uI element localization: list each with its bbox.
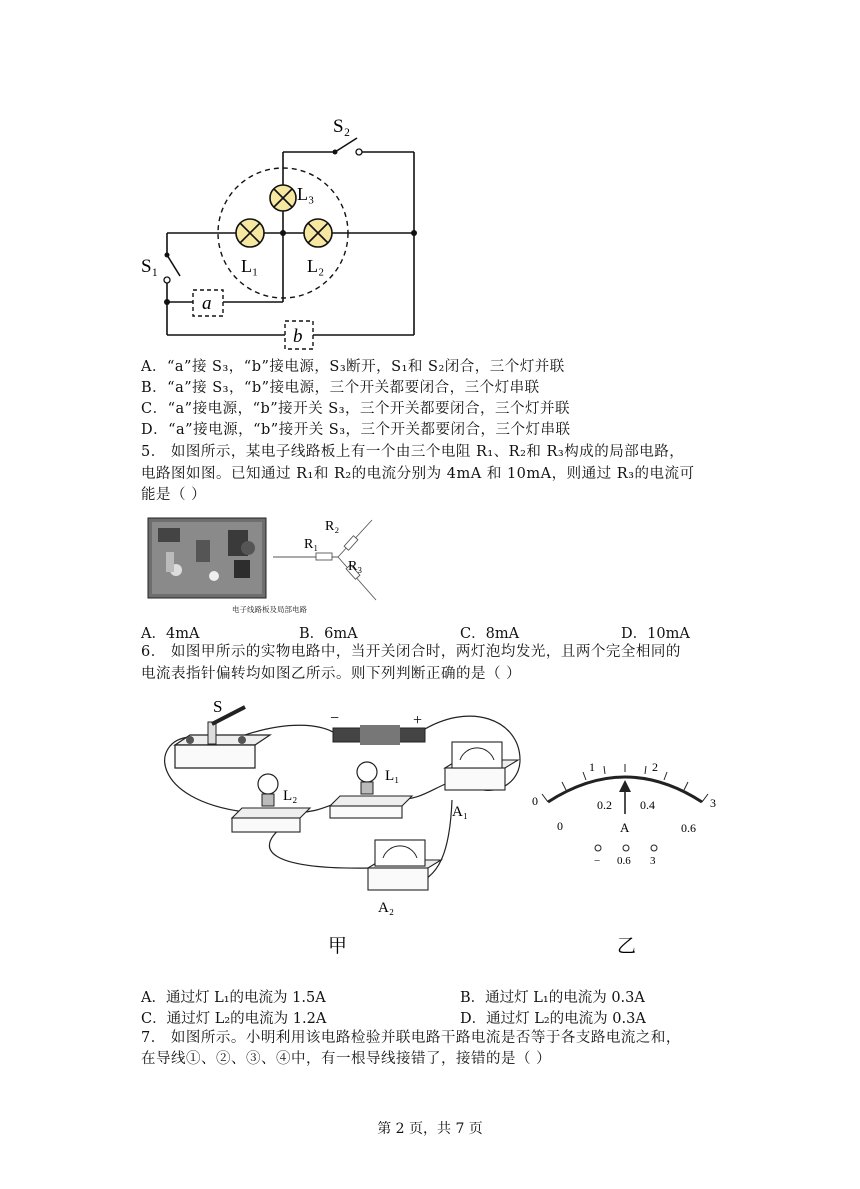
battery-minus-label: −: [330, 710, 340, 727]
dial-big-3: 3: [710, 796, 716, 810]
battery-plus-label: +: [413, 712, 423, 729]
q5-option-a: A．4mA: [141, 626, 200, 642]
l2-label: L₂: [307, 256, 325, 276]
q5-stem-line-2: 电路图如图。已知通过 R₁和 R₂的电流分别为 4mA 和 10mA，则通过 R₃的电流可: [141, 466, 695, 482]
l2-label: L₂: [283, 788, 298, 804]
q6-option-c: C．通过灯 L₂的电流为 1.2A: [141, 1011, 327, 1027]
terminal-06: 0.6: [617, 855, 631, 867]
switch-s: [175, 697, 270, 768]
page-footer: 第 2 页，共 7 页: [377, 1121, 483, 1137]
q5-option-d: D．10mA: [621, 626, 690, 642]
q4-option-d: D．“a”接电源，“b”接开关 S₃，三个开关都要闭合，三个灯串联: [141, 422, 571, 438]
l1-label: L₁: [241, 256, 259, 276]
q6-physical-circuit-figure: [145, 690, 745, 970]
ammeter-a1: [445, 742, 518, 820]
ammeter-dial: [532, 760, 716, 867]
r1-label: R₁: [304, 537, 319, 552]
dial-small-06: 0.6: [681, 821, 696, 835]
q6-option-d: D．通过灯 L₂的电流为 0.3A: [460, 1011, 646, 1027]
q6-option-a: A．通过灯 L₁的电流为 1.5A: [141, 990, 326, 1006]
dial-small-0: 0: [557, 819, 563, 833]
q6-stem-line-1: 6． 如图甲所示的实物电路中，当开关闭合时，两灯泡均发光，且两个完全相同的: [141, 644, 681, 660]
q4-circuit-diagram: [130, 105, 430, 355]
q4-option-c: C．“a”接电源，“b”接开关 S₃，三个开关都要闭合，三个灯并联: [141, 401, 571, 417]
switch-s-label: S: [213, 697, 223, 716]
q4-option-b: B．“a”接 S₃，“b”接电源，三个开关都要闭合，三个灯串联: [141, 380, 540, 396]
dial-unit: A: [620, 820, 630, 835]
l1-label: L₁: [385, 768, 400, 784]
a1-label: A₁: [452, 804, 469, 820]
q5-option-c: C．8mA: [460, 626, 520, 642]
dial-small-04: 0.4: [640, 798, 655, 812]
q5-circuit-board-figure: [145, 512, 385, 620]
box-a-label: a: [202, 293, 212, 314]
q5-stem-line-1: 5． 如图所示，某电子线路板上有一个由三个电阻 R₁、R₂和 R₃构成的局部电路，: [141, 444, 685, 460]
q5-stem-line-3: 能是（ ）: [141, 487, 207, 503]
dial-big-1: 1: [589, 760, 595, 774]
q7-stem-line-1: 7． 如图所示。小明利用该电路检验并联电路干路电流是否等于各支路电流之和，: [141, 1030, 681, 1046]
r3-label: R₃: [348, 559, 363, 574]
terminal-minus: −: [594, 855, 601, 867]
s2-label: S₂: [333, 116, 351, 137]
ammeter-a2: [368, 840, 441, 916]
r2-label: R₂: [325, 519, 340, 534]
l3-label: L₃: [297, 184, 315, 204]
lamp-l2: [232, 774, 310, 832]
lamp-l1: [330, 762, 412, 818]
dial-big-0: 0: [532, 794, 538, 808]
box-b-label: b: [293, 326, 303, 347]
q6-stem-line-2: 电流表指针偏转均如图乙所示。则下列判断正确的是（ ）: [141, 666, 522, 682]
dial-small-02: 0.2: [597, 798, 612, 812]
q6-option-b: B．通过灯 L₁的电流为 0.3A: [460, 990, 645, 1006]
q4-option-a: A．“a”接 S₃，“b”接电源，S₃断开，S₁和 S₂闭合，三个灯并联: [141, 359, 565, 375]
figure-jia-label: 甲: [328, 936, 348, 957]
terminal-3: 3: [650, 855, 656, 867]
board-caption: 电子线路板及局部电路: [232, 605, 307, 614]
battery: [330, 710, 425, 745]
a2-label: A₂: [378, 900, 395, 916]
dial-big-2: 2: [652, 760, 658, 774]
q7-stem-line-2: 在导线①、②、③、④中，有一根导线接错了，接错的是（ ）: [141, 1051, 552, 1067]
q5-option-b: B．6mA: [299, 626, 358, 642]
s1-label: S₁: [141, 256, 159, 277]
figure-yi-label: 乙: [617, 936, 637, 957]
